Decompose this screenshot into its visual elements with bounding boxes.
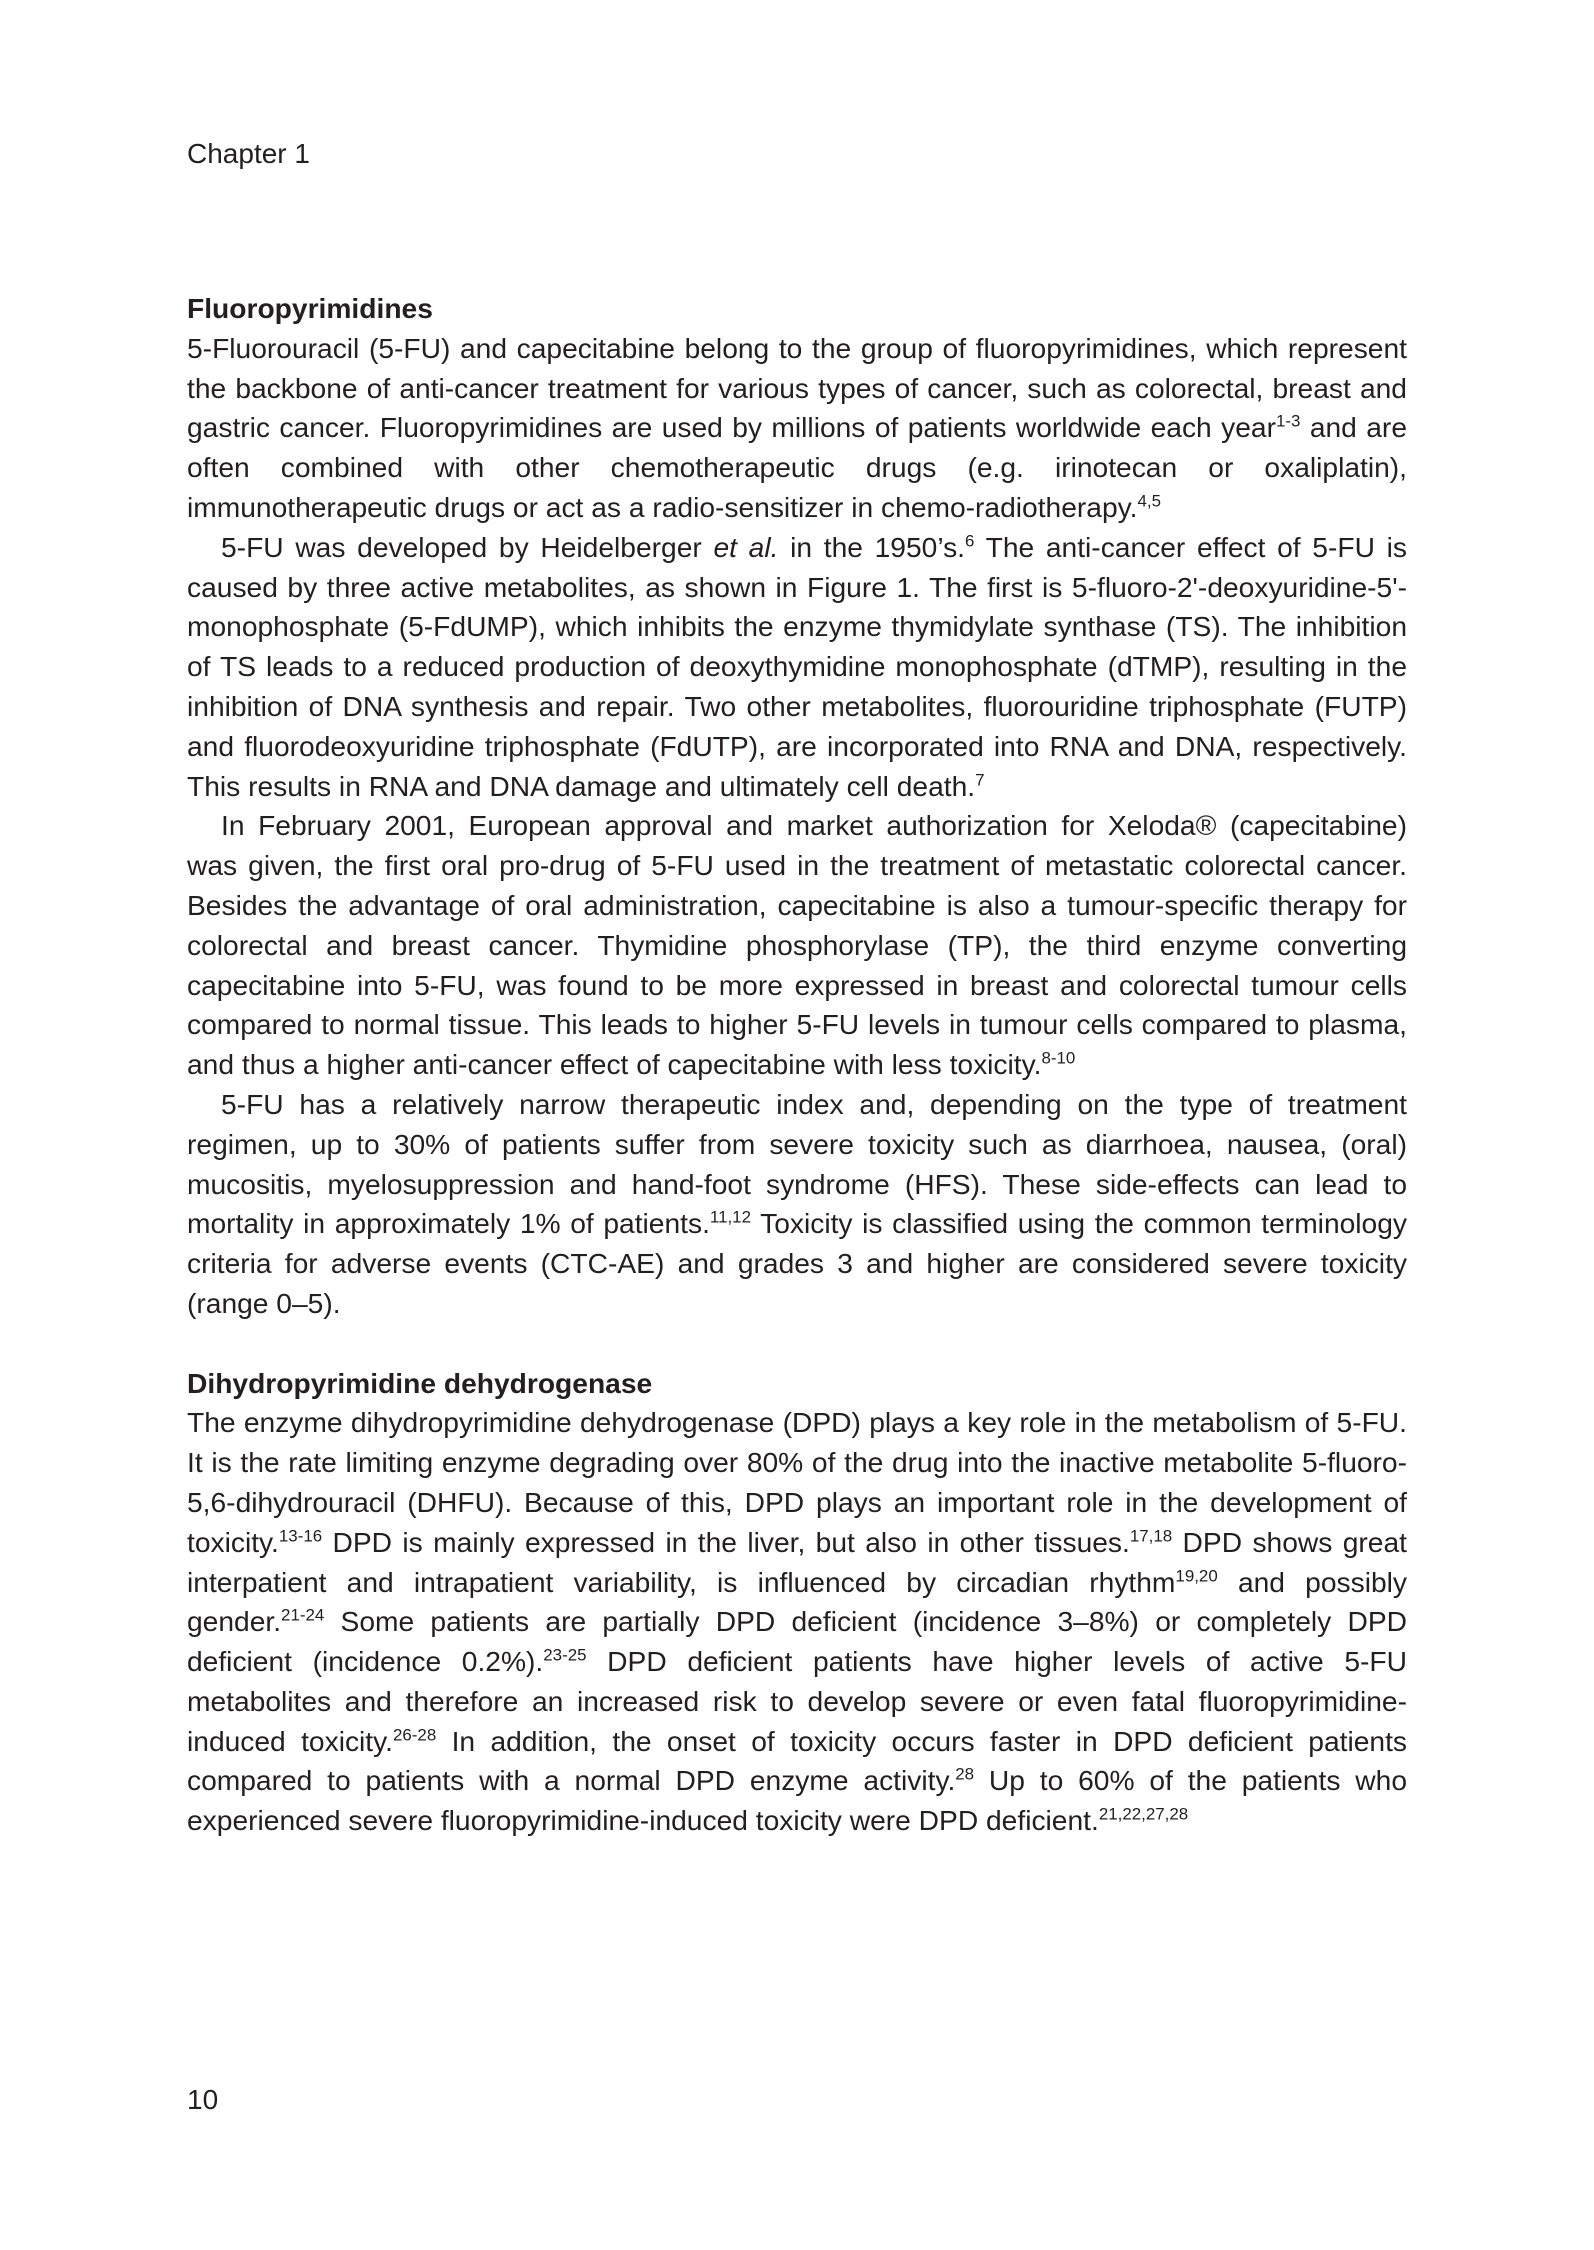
- italic-text: et al.: [713, 530, 779, 563]
- citation: 7: [975, 770, 985, 790]
- citation: 13-16: [278, 1526, 323, 1546]
- paragraph: The enzyme dihydropyrimidine dehydrogenase (DPD) plays a key role in the metabolism of 5-FU. It is the rate limiting enzyme degrading over 80% of the drug into the inactive metabolite 5-fluoro-5,6-dihydrouracil (DHFU). Because of this, DPD plays an important role in the development of toxicity.$^{13-16}$ DPD is mainly expressed in the liver, but also in other tissues.$^{17,18}$ DPD shows great interpatient and intrapatient variability, is influenced by circadian rhythm$^{19,20}$ and possibly gender.$^{21-24}$ Some patients are partially DPD deficient (incidence 3–8%) or completely DPD deficient (incidence 0.2%).$^{23-25}$ DPD deficient patients have higher levels of active 5-FU metabolites and therefore an increased risk to develop severe or even fatal fluoropyrimidine-induced toxicity.$^{26-28}$ In addition, the onset of toxicity occurs faster in DPD deficient patients compared to patients with a normal DPD enzyme activity.$^{28}$ Up to 60% of the patients who experienced severe fluoropyrimidine-induced toxicity were DPD deficient.$^{21,22,27,28}$: [187, 1406, 1408, 1837]
- paragraph: 5-FU has a relatively narrow therapeutic index and, depending on the type of treatment regimen, up to 30% of patients suffer from severe toxicity such as diarrhoea, nausea, (oral) mucositis, myelosuppression and hand-foot syndrome (HFS). These side-effects can lead to mortality in approximately 1% of patients.$^{11,12}$ Toxicity is classified using the common terminology criteria for adverse events (CTC-AE) and grades 3 and higher are considered severe toxicity (range 0–5).: [187, 1087, 1408, 1319]
- running-head: Chapter 1: [187, 138, 310, 169]
- citation: 4,5: [1137, 491, 1161, 511]
- page-body: [187, 289, 1407, 1841]
- citation: 21,22,27,28: [1098, 1804, 1189, 1824]
- section-heading-fluoropyrimidines: Fluoropyrimidines: [187, 292, 433, 324]
- citation: 19,20: [1175, 1566, 1218, 1586]
- citation: 21-24: [281, 1605, 325, 1625]
- paragraph: 5-Fluorouracil (5-FU) and capecitabine belong to the group of fluoropyrimidines, which represent the backbone of anti-cancer treatment for various types of cancer, such as colorectal, breast and gastric cancer. Fluoropyrimidines are used by millions of patients worldwide each year$^{1-3}$ and are often combined with other chemotherapeutic drugs (e.g. irinotecan or oxaliplatin), immunotherapeutic drugs or act as a radio-sensitizer in chemo-radiotherapy.$^{4,5}$: [187, 331, 1407, 523]
- citation: 28: [955, 1765, 975, 1784]
- citation: 26-28: [392, 1725, 437, 1745]
- citation: 11,12: [709, 1207, 751, 1227]
- page-number: 10: [187, 2084, 219, 2115]
- paragraph: 5-FU was developed by Heidelberger et al. in the 1950’s.$^6$ The anti-cancer effect of 5-FU is caused by three active metabolites, as shown in Figure 1. The first is 5-fluoro-2'-deoxyuridine-5'-monophosphate (5-FdUMP), which inhibits the enzyme thymidylate synthase (TS). The inhibition of TS leads to a reduced production of deoxythymidine monophosphate (dTMP), resulting in the inhibition of DNA synthesis and repair. Two other metabolites, fluorouridine triphosphate (FUTP) and fluorodeoxyuridine triphosphate (FdUTP), are incorporated into RNA and DNA, respectively. This results in RNA and DNA damage and ultimately cell death.$^7$: [187, 530, 1407, 802]
- citation: 8-10: [1041, 1048, 1076, 1068]
- citation: 17,18: [1129, 1526, 1173, 1546]
- citation: 6: [965, 531, 975, 551]
- section-heading-dpd: Dihydropyrimidine dehydrogenase: [187, 1366, 653, 1399]
- citation: 23-25: [543, 1645, 587, 1665]
- section-gap: [187, 1324, 1407, 1364]
- paragraph: In February 2001, European approval and market authorization for Xeloda® (capecitabine) was given, the first oral pro-drug of 5-FU used in the treatment of metastatic colorectal cancer. Besides the advantage of oral administration, capecitabine is also a tumour-specific therapy for colorectal and breast cancer. Thymidine phosphorylase (TP), the third enzyme converting capecitabine into 5-FU, was found to be more expressed in breast and colorectal tumour cells compared to normal tissue. This leads to higher 5-FU levels in tumour cells compared to plasma, and thus a higher anti-cancer effect of capecitabine with less toxicity.$^{8-10}$: [187, 809, 1407, 1081]
- citation: 1-3: [1275, 411, 1301, 431]
